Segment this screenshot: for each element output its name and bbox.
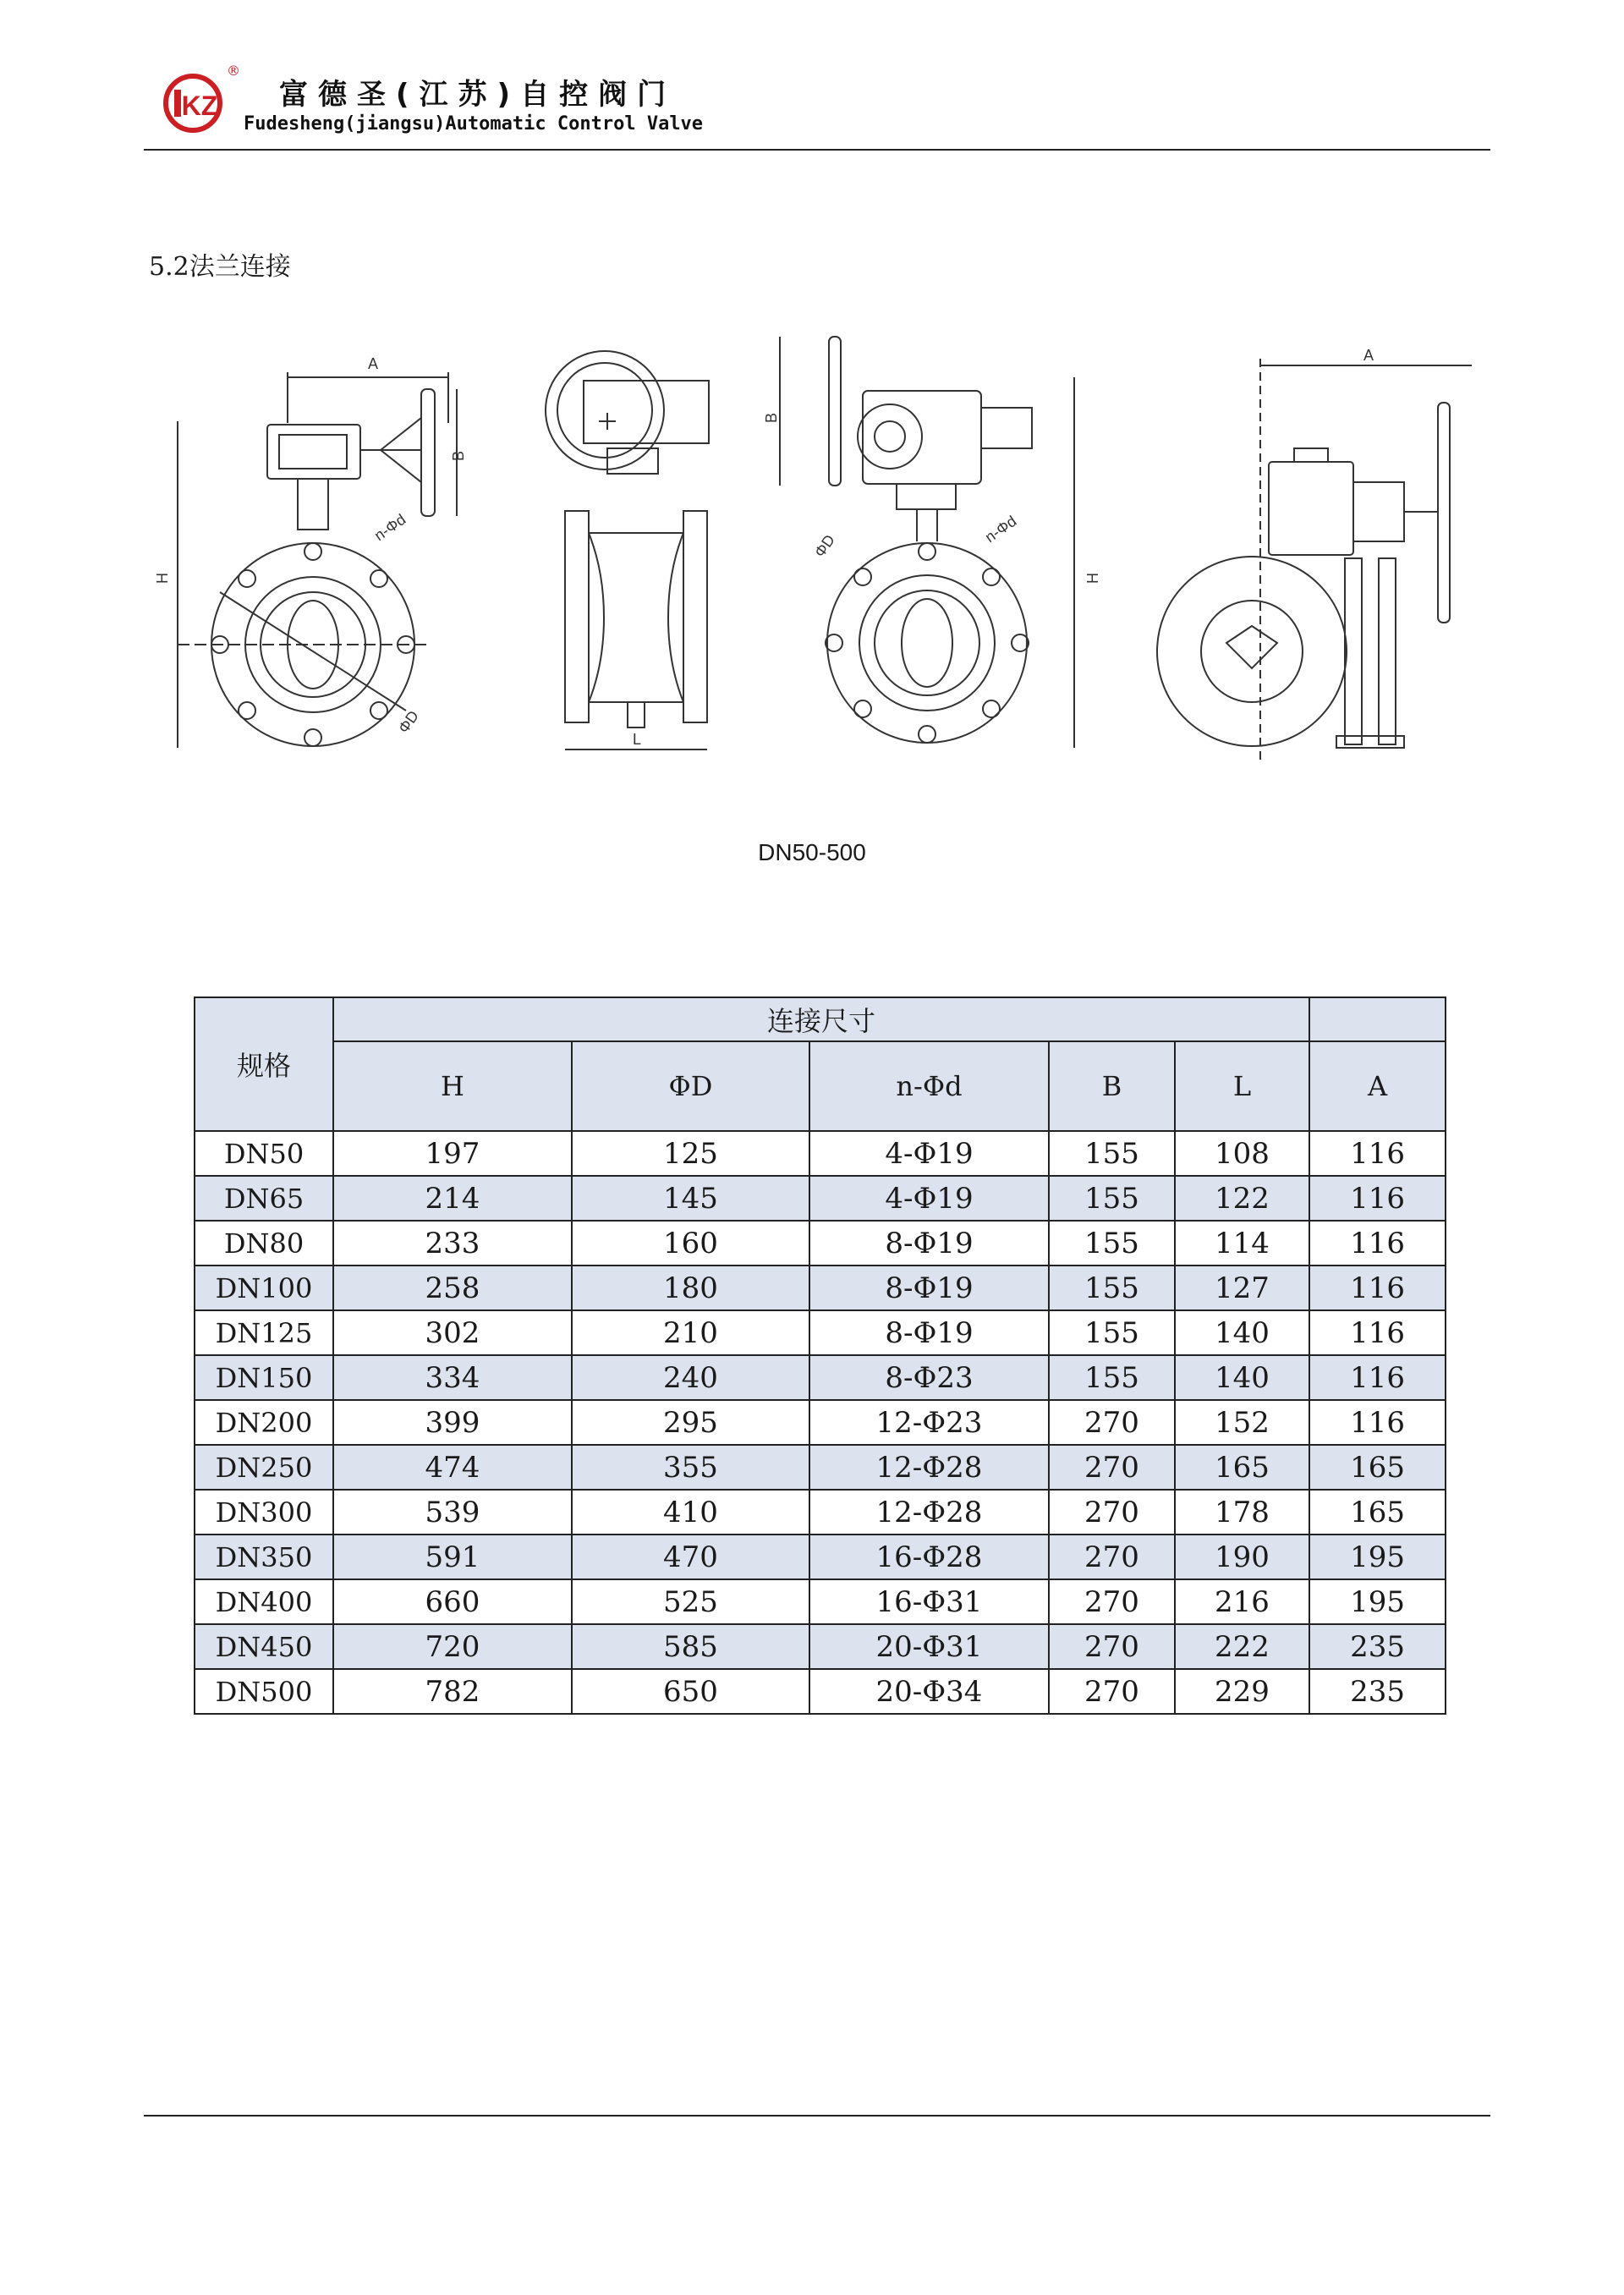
value-cell: 160 (572, 1221, 809, 1266)
table-row (195, 1355, 1446, 1400)
value-cell: 270 (1049, 1445, 1175, 1490)
header-spec: 规格 (195, 997, 333, 1131)
value-cell: 165 (1309, 1445, 1446, 1490)
spec-cell: DN300 (195, 1490, 333, 1535)
table-row (195, 1669, 1446, 1714)
column-header: A (1309, 1041, 1446, 1131)
column-header: ΦD (572, 1041, 809, 1131)
value-cell: 116 (1309, 1266, 1446, 1310)
value-cell: 470 (572, 1535, 809, 1579)
company-logo (157, 73, 233, 134)
company-name-en: Fudesheng(jiangsu)Automatic Control Valve (244, 113, 704, 135)
value-cell: 195 (1309, 1535, 1446, 1579)
value-cell: 214 (333, 1176, 572, 1221)
value-cell: 270 (1049, 1535, 1175, 1579)
value-cell: 16-Φ31 (809, 1579, 1049, 1624)
value-cell: 140 (1175, 1310, 1309, 1355)
header-connection-size: 连接尺寸 (333, 997, 1309, 1041)
value-cell: 12-Φ23 (809, 1400, 1049, 1445)
value-cell: 216 (1175, 1579, 1309, 1624)
value-cell: 155 (1049, 1266, 1175, 1310)
spec-cell: DN250 (195, 1445, 333, 1490)
value-cell: 8-Φ23 (809, 1355, 1049, 1400)
value-cell: 235 (1309, 1624, 1446, 1669)
value-cell: 270 (1049, 1579, 1175, 1624)
dim-label-b: B (450, 450, 467, 461)
table-row (195, 1624, 1446, 1669)
dimension-table (194, 997, 1446, 1715)
registered-mark: ® (227, 63, 240, 79)
table-row (195, 1445, 1446, 1490)
value-cell: 116 (1309, 1400, 1446, 1445)
value-cell: 270 (1049, 1490, 1175, 1535)
value-cell: 195 (1309, 1579, 1446, 1624)
value-cell: 178 (1175, 1490, 1309, 1535)
dim-label-a: A (368, 355, 379, 372)
spec-cell: DN50 (195, 1131, 333, 1176)
footer-rule (144, 2115, 1490, 2117)
value-cell: 525 (572, 1579, 809, 1624)
value-cell: 20-Φ31 (809, 1624, 1049, 1669)
value-cell: 114 (1175, 1221, 1309, 1266)
value-cell: 8-Φ19 (809, 1266, 1049, 1310)
spec-cell: DN500 (195, 1669, 333, 1714)
value-cell: 782 (333, 1669, 572, 1714)
value-cell: 650 (572, 1669, 809, 1714)
spec-cell: DN100 (195, 1266, 333, 1310)
spec-cell: DN200 (195, 1400, 333, 1445)
table-row (195, 1266, 1446, 1310)
value-cell: 155 (1049, 1131, 1175, 1176)
dim-label-phi-d2: ΦD (810, 531, 838, 561)
value-cell: 591 (333, 1535, 572, 1579)
table-row (195, 1310, 1446, 1355)
value-cell: 270 (1049, 1624, 1175, 1669)
value-cell: 20-Φ34 (809, 1669, 1049, 1714)
value-cell: 334 (333, 1355, 572, 1400)
header-empty (1309, 997, 1446, 1041)
value-cell: 720 (333, 1624, 572, 1669)
dim-label-a2: A (1363, 347, 1374, 364)
value-cell: 152 (1175, 1400, 1309, 1445)
value-cell: 355 (572, 1445, 809, 1490)
dim-label-h: H (154, 573, 171, 584)
dim-label-n-phi-d: n-Φd (370, 510, 409, 545)
value-cell: 116 (1309, 1221, 1446, 1266)
value-cell: 222 (1175, 1624, 1309, 1669)
value-cell: 8-Φ19 (809, 1310, 1049, 1355)
value-cell: 155 (1049, 1310, 1175, 1355)
figure-caption: DN50-500 (758, 839, 866, 865)
value-cell: 270 (1049, 1400, 1175, 1445)
value-cell: 240 (572, 1355, 809, 1400)
column-header: B (1049, 1041, 1175, 1131)
value-cell: 235 (1309, 1669, 1446, 1714)
value-cell: 233 (333, 1221, 572, 1266)
value-cell: 116 (1309, 1131, 1446, 1176)
front-view-handwheel (763, 337, 1101, 748)
dim-label-n-phi-d2: n-Φd (981, 512, 1020, 546)
dim-label-b2: B (763, 412, 780, 423)
value-cell: 116 (1309, 1176, 1446, 1221)
value-cell: 4-Φ19 (809, 1131, 1049, 1176)
dim-label-h2: H (1084, 573, 1101, 584)
value-cell: 165 (1309, 1490, 1446, 1535)
table-row (195, 1535, 1446, 1579)
value-cell: 155 (1049, 1221, 1175, 1266)
value-cell: 155 (1049, 1355, 1175, 1400)
value-cell: 127 (1175, 1266, 1309, 1310)
dim-label-l: L (633, 731, 642, 748)
value-cell: 660 (333, 1579, 572, 1624)
table-row (195, 1490, 1446, 1535)
value-cell: 145 (572, 1176, 809, 1221)
value-cell: 12-Φ28 (809, 1490, 1049, 1535)
dim-label-phi-d: ΦD (394, 707, 422, 737)
table-row (195, 1176, 1446, 1221)
valve-dimension-drawing (152, 330, 1480, 778)
value-cell: 125 (572, 1131, 809, 1176)
side-view (546, 351, 709, 749)
page-header (0, 0, 1624, 152)
spec-cell: DN400 (195, 1579, 333, 1624)
column-header: H (333, 1041, 572, 1131)
value-cell: 474 (333, 1445, 572, 1490)
value-cell: 180 (572, 1266, 809, 1310)
section-title: 5.2法兰连接 (149, 252, 291, 282)
value-cell: 302 (333, 1310, 572, 1355)
logo-text: KZ (181, 91, 218, 121)
spec-cell: DN80 (195, 1221, 333, 1266)
value-cell: 12-Φ28 (809, 1445, 1049, 1490)
value-cell: 155 (1049, 1176, 1175, 1221)
table-body (195, 1131, 1446, 1714)
spec-cell: DN150 (195, 1355, 333, 1400)
spec-cell: DN125 (195, 1310, 333, 1355)
value-cell: 140 (1175, 1355, 1309, 1400)
spec-cell: DN65 (195, 1176, 333, 1221)
value-cell: 295 (572, 1400, 809, 1445)
column-header: n-Φd (809, 1041, 1049, 1131)
value-cell: 585 (572, 1624, 809, 1669)
value-cell: 410 (572, 1490, 809, 1535)
table-row (195, 1400, 1446, 1445)
table-row (195, 1221, 1446, 1266)
value-cell: 190 (1175, 1535, 1309, 1579)
company-name-cn: 富德圣(江苏)自控阀门 (279, 78, 677, 112)
column-header: L (1175, 1041, 1309, 1131)
value-cell: 116 (1309, 1310, 1446, 1355)
value-cell: 197 (333, 1131, 572, 1176)
column-header-row (195, 1041, 1446, 1131)
value-cell: 4-Φ19 (809, 1176, 1049, 1221)
value-cell: 270 (1049, 1669, 1175, 1714)
spec-cell: DN350 (195, 1535, 333, 1579)
value-cell: 210 (572, 1310, 809, 1355)
value-cell: 229 (1175, 1669, 1309, 1714)
value-cell: 122 (1175, 1176, 1309, 1221)
value-cell: 399 (333, 1400, 572, 1445)
table-row (195, 1131, 1446, 1176)
value-cell: 258 (333, 1266, 572, 1310)
value-cell: 539 (333, 1490, 572, 1535)
value-cell: 116 (1309, 1355, 1446, 1400)
value-cell: 165 (1175, 1445, 1309, 1490)
value-cell: 108 (1175, 1131, 1309, 1176)
side-view-actuator (1157, 347, 1472, 761)
value-cell: 8-Φ19 (809, 1221, 1049, 1266)
table-row (195, 1579, 1446, 1624)
front-view-gearbox (154, 355, 467, 748)
header-rule (144, 149, 1490, 151)
value-cell: 16-Φ28 (809, 1535, 1049, 1579)
spec-cell: DN450 (195, 1624, 333, 1669)
